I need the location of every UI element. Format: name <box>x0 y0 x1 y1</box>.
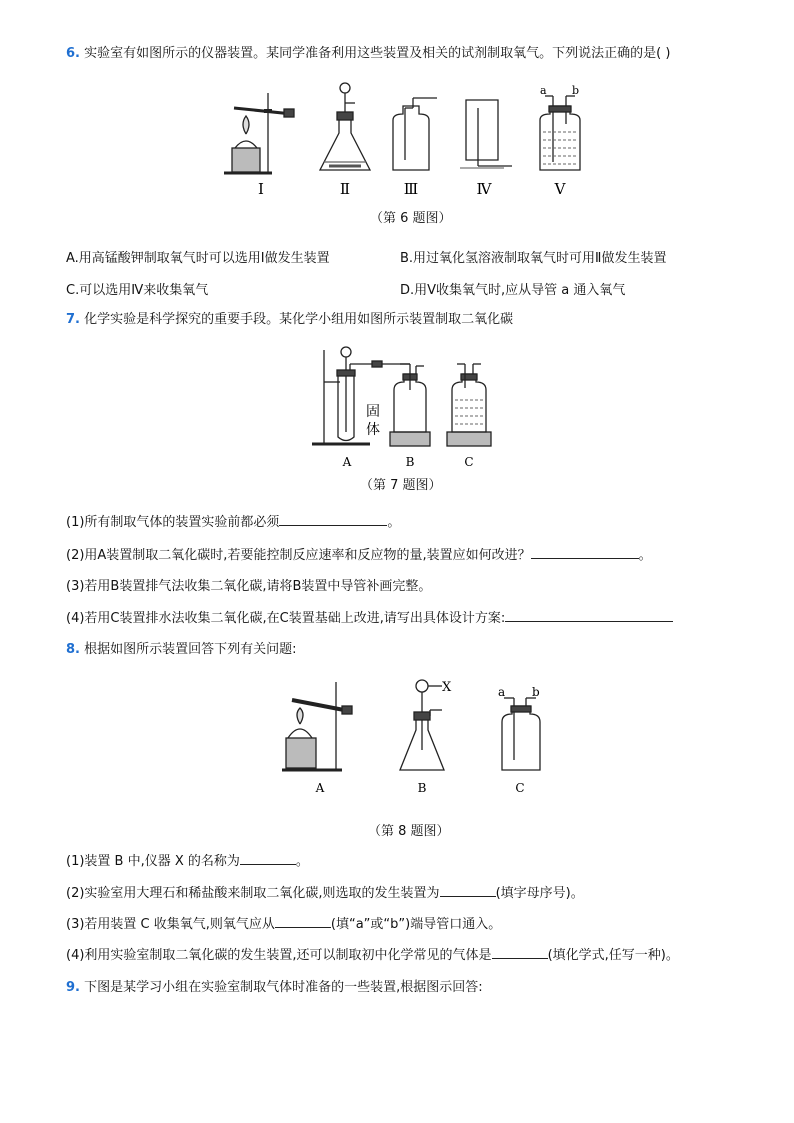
q8-sub3-blank[interactable] <box>275 915 331 928</box>
q8-sub3-end: (填“a”或“b”)端导管口通入。 <box>330 917 502 932</box>
q8-label-a: A <box>315 781 325 795</box>
q7-label-a: A <box>342 455 352 469</box>
apparatus-B <box>390 364 430 446</box>
q7-sub2-end: 。 <box>638 548 652 563</box>
apparatus-8B <box>400 680 444 770</box>
q8-stem <box>66 641 297 659</box>
q8-sub2-blank[interactable] <box>440 884 496 897</box>
q6-caption: （第 6 题图） <box>370 211 452 226</box>
q7-sub2 <box>66 546 652 565</box>
q6-label-5: Ⅴ <box>554 180 566 198</box>
q8-sub3 <box>66 915 501 934</box>
q8-label-c: C <box>515 781 525 795</box>
q8-sub4-end: (填化学式,任写一种)。 <box>547 948 679 963</box>
q8-x-label: X <box>442 680 452 695</box>
q6-option-a: A.用高锰酸钾制取氧气时可以选用Ⅰ做发生装置 <box>66 251 330 266</box>
q6-text: 实验室有如图所示的仪器装置。某同学准备利用这些装置及相关的试剂制取氧气。下列说法正确的是( ) <box>84 46 671 61</box>
q7-sub1-text: (1)所有制取气体的装置实验前都必须 <box>66 515 280 530</box>
q8-sub2 <box>66 884 584 903</box>
q6-option-b: B.用过氧化氢溶液制取氧气时可用Ⅱ做发生装置 <box>400 251 667 266</box>
q8-sub4 <box>66 946 679 965</box>
q6-label-2: Ⅱ <box>339 180 351 198</box>
q8-sub2-text: (2)实验室用大理石和稀盐酸来制取二氧化碳,则选取的发生装置为 <box>66 886 440 901</box>
q6-port-a: a <box>540 84 547 97</box>
q6-stem <box>66 45 670 63</box>
q8-sub1-blank[interactable] <box>240 852 296 865</box>
q9-number: 9. <box>66 980 80 995</box>
apparatus-I <box>224 93 294 173</box>
apparatus-C <box>447 364 491 446</box>
q7-sub3 <box>66 578 431 596</box>
q7-stem <box>66 311 513 329</box>
q6-port-b: b <box>572 84 580 97</box>
apparatus-II <box>320 83 370 170</box>
q8-sub4-text: (4)利用实验室制取二氧化碳的发生装置,还可以制取初中化学常见的气体是 <box>66 948 492 963</box>
q7-sub1-blank[interactable] <box>279 513 387 526</box>
q8-sub4-blank[interactable] <box>492 946 548 959</box>
q6-number: 6. <box>66 46 80 61</box>
q7-figure <box>310 342 500 472</box>
q7-sub3-text: (3)若用B装置排气法收集二氧化碳,请将B装置中导管补画完整。 <box>66 579 432 594</box>
q9-stem <box>66 979 483 997</box>
q7-solid-label-1: 固 <box>366 404 380 420</box>
q8-sub2-end: (填字母序号)。 <box>495 886 584 901</box>
apparatus-V <box>540 96 580 170</box>
q7-sub1 <box>66 513 400 532</box>
q8-port-a: a <box>498 685 506 699</box>
q8-sub1-end: 。 <box>295 854 309 869</box>
q6-label-1: Ⅰ <box>258 180 264 198</box>
q6-figure <box>220 78 600 200</box>
q8-text: 根据如图所示装置回答下列有关问题: <box>84 642 297 657</box>
q7-caption: （第 7 题图） <box>360 478 442 493</box>
q7-number: 7. <box>66 312 80 327</box>
q7-solid-label-2: 体 <box>366 422 380 438</box>
q8-figure <box>280 674 560 804</box>
q8-sub3-text: (3)若用装置 C 收集氧气,则氧气应从 <box>66 917 275 932</box>
apparatus-A <box>312 347 410 444</box>
q6-label-3: Ⅲ <box>403 180 419 198</box>
q7-sub4 <box>66 609 673 628</box>
q8-sub1-text: (1)装置 B 中,仪器 X 的名称为 <box>66 854 240 869</box>
q7-label-b: B <box>405 455 415 469</box>
q7-sub4-blank[interactable] <box>505 609 673 622</box>
q7-sub2-text: (2)用A装置制取二氧化碳时,若要能控制反应速率和反应物的量,装置应如何改进？ <box>66 548 531 563</box>
q7-text: 化学实验是科学探究的重要手段。某化学小组用如图所示装置制取二氧化碳 <box>84 312 514 327</box>
apparatus-III <box>393 98 437 170</box>
q6-option-d: D.用Ⅴ收集氧气时,应从导管 a 通入氧气 <box>400 283 626 298</box>
q8-caption: （第 8 题图） <box>368 824 450 839</box>
q8-sub1 <box>66 852 309 871</box>
q8-label-b: B <box>417 781 427 795</box>
q6-option-c: C.可以选用Ⅳ来收集氧气 <box>66 283 209 298</box>
q9-text: 下图是某学习小组在实验室制取气体时准备的一些装置,根据图示回答: <box>84 980 483 995</box>
apparatus-8C <box>502 698 540 770</box>
q7-sub4-text: (4)若用C装置排水法收集二氧化碳,在C装置基础上改进,请写出具体设计方案: <box>66 611 506 626</box>
q7-sub1-end: 。 <box>387 515 401 530</box>
q7-sub2-blank[interactable] <box>531 546 639 559</box>
q7-label-c: C <box>464 455 474 469</box>
apparatus-8A <box>282 682 352 770</box>
q8-port-b: b <box>532 685 540 699</box>
q8-number: 8. <box>66 642 80 657</box>
q6-label-4: Ⅳ <box>476 180 492 198</box>
apparatus-IV <box>460 100 512 168</box>
